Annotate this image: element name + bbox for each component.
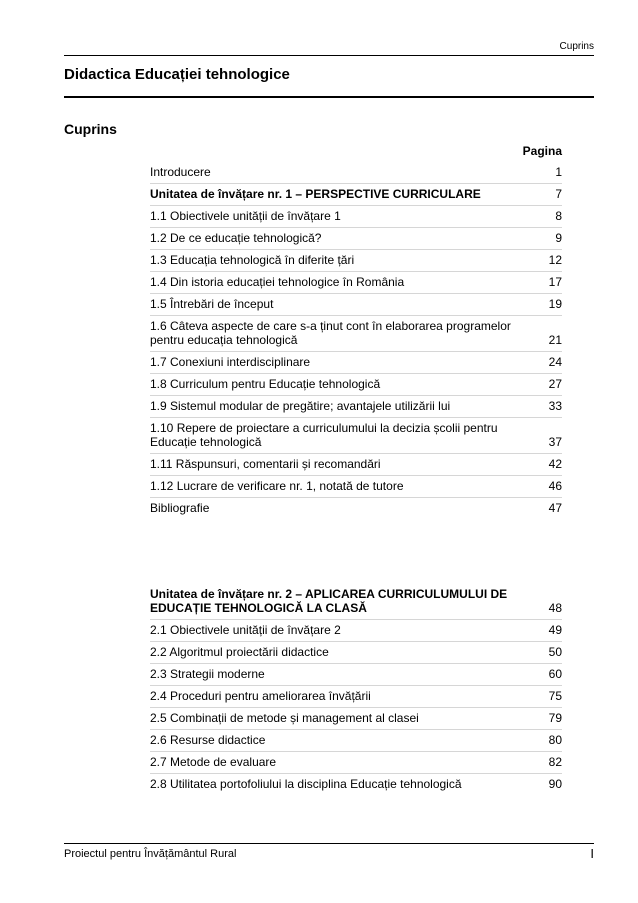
toc-entry-page: 7 bbox=[555, 187, 562, 201]
toc-entry-page: 21 bbox=[548, 333, 562, 347]
toc-entry-title: 2.6 Resurse didactice bbox=[150, 733, 266, 747]
toc-entry[interactable] bbox=[150, 205, 562, 227]
toc-entry-page: 19 bbox=[548, 297, 562, 311]
toc-entry-title: 2.5 Combinații de metode și management al clasei bbox=[150, 711, 419, 725]
toc-entry[interactable] bbox=[150, 641, 562, 663]
header-rule bbox=[64, 55, 594, 56]
toc-entry-title: Bibliografie bbox=[150, 501, 210, 515]
toc-entry-page: 48 bbox=[548, 601, 562, 615]
toc-entry[interactable] bbox=[150, 453, 562, 475]
toc-entry-page: 37 bbox=[548, 435, 562, 449]
toc-entry-page: 82 bbox=[548, 755, 562, 769]
toc-entry[interactable] bbox=[150, 162, 562, 183]
toc-entry[interactable] bbox=[150, 183, 562, 205]
toc-entry-title: 1.10 Repere de proiectare a curriculumului la decizia școlii pentru Educație tehnologică bbox=[150, 421, 498, 449]
toc-entry-page: 75 bbox=[548, 689, 562, 703]
title-rule bbox=[64, 96, 594, 98]
toc-entry[interactable] bbox=[150, 619, 562, 641]
toc-entry[interactable] bbox=[150, 663, 562, 685]
toc-entry[interactable] bbox=[150, 395, 562, 417]
toc-entry-title: 1.9 Sistemul modular de pregătire; avantajele utilizării lui bbox=[150, 399, 451, 413]
toc-entry-title: 1.2 De ce educație tehnologică? bbox=[150, 231, 322, 245]
toc-entry[interactable] bbox=[150, 773, 562, 795]
toc-entry-title: 1.5 Întrebări de început bbox=[150, 297, 274, 311]
toc-entry-page: 60 bbox=[548, 667, 562, 681]
toc-entry-title: 1.6 Câteva aspecte de care s-a ținut cont în elaborarea programelor pentru educația tehnologică bbox=[150, 319, 511, 347]
toc-entry[interactable] bbox=[150, 271, 562, 293]
toc-entry-page: 33 bbox=[548, 399, 562, 413]
toc-entry[interactable] bbox=[150, 293, 562, 315]
toc-entry-title: Introducere bbox=[150, 165, 211, 179]
section-heading: Cuprins bbox=[64, 121, 117, 137]
toc-entry-page: 17 bbox=[548, 275, 562, 289]
document-title: Didactica Educației tehnologice bbox=[64, 66, 290, 83]
toc-entry[interactable] bbox=[150, 584, 562, 619]
toc-entry[interactable] bbox=[150, 751, 562, 773]
toc-entry-page: 12 bbox=[548, 253, 562, 267]
toc-entry-title: 2.2 Algoritmul proiectării didactice bbox=[150, 645, 329, 659]
toc-entry-page: 90 bbox=[548, 777, 562, 791]
running-header: Cuprins bbox=[559, 41, 594, 52]
toc-entry-title: 1.7 Conexiuni interdisciplinare bbox=[150, 355, 311, 369]
toc-entry-page: 49 bbox=[548, 623, 562, 637]
toc-entry-page: 50 bbox=[548, 645, 562, 659]
toc-entry-title: 1.8 Curriculum pentru Educație tehnologică bbox=[150, 377, 381, 391]
toc-entry-title: Unitatea de învățare nr. 2 – APLICAREA CURRICULUMULUI DE EDUCAȚIE TEHNOLOGICĂ LA CLASĂ bbox=[150, 587, 508, 615]
toc-entry[interactable] bbox=[150, 249, 562, 271]
page-number: I bbox=[590, 846, 594, 861]
toc-entry[interactable] bbox=[150, 707, 562, 729]
toc-entry-title: 2.8 Utilitatea portofoliului la disciplina Educație tehnologică bbox=[150, 777, 462, 791]
toc-entry-page: 1 bbox=[555, 165, 562, 179]
toc-entry-title: 1.1 Obiectivele unității de învățare 1 bbox=[150, 209, 341, 223]
toc-entry-page: 8 bbox=[555, 209, 562, 223]
page-column-heading: Pagina bbox=[522, 144, 562, 158]
group-spacer bbox=[150, 519, 562, 584]
toc-entry[interactable] bbox=[150, 315, 562, 351]
toc-entry-title: 2.7 Metode de evaluare bbox=[150, 755, 277, 769]
toc-entry[interactable] bbox=[150, 417, 562, 453]
toc-entry-title: Unitatea de învățare nr. 1 – PERSPECTIVE CURRICULARE bbox=[150, 187, 481, 201]
footer-project: Proiectul pentru Învățământul Rural bbox=[64, 848, 237, 860]
toc-entry-title: 1.4 Din istoria educației tehnologice în România bbox=[150, 275, 405, 289]
toc-entry-page: 24 bbox=[548, 355, 562, 369]
toc-entry[interactable] bbox=[150, 497, 562, 519]
toc-entry-page: 47 bbox=[548, 501, 562, 515]
toc-entry-title: 2.3 Strategii moderne bbox=[150, 667, 265, 681]
toc-entry[interactable] bbox=[150, 475, 562, 497]
toc-entry-page: 79 bbox=[548, 711, 562, 725]
toc-entry-page: 9 bbox=[555, 231, 562, 245]
toc-entry-title: 1.3 Educația tehnologică în diferite țări bbox=[150, 253, 355, 267]
toc-entry-page: 42 bbox=[548, 457, 562, 471]
toc-entry[interactable] bbox=[150, 729, 562, 751]
footer-rule bbox=[64, 843, 594, 844]
toc-entry-title: 1.12 Lucrare de verificare nr. 1, notată de tutore bbox=[150, 479, 404, 493]
toc-entry[interactable] bbox=[150, 685, 562, 707]
toc-entry-title: 2.4 Proceduri pentru ameliorarea învățării bbox=[150, 689, 371, 703]
toc-entry-page: 80 bbox=[548, 733, 562, 747]
table-of-contents bbox=[150, 162, 562, 795]
toc-entry-page: 27 bbox=[548, 377, 562, 391]
toc-entry-page: 46 bbox=[548, 479, 562, 493]
toc-entry-title: 2.1 Obiectivele unității de învățare 2 bbox=[150, 623, 341, 637]
toc-entry-title: 1.11 Răspunsuri, comentarii și recomandări bbox=[150, 457, 381, 471]
toc-entry[interactable] bbox=[150, 373, 562, 395]
toc-entry[interactable] bbox=[150, 227, 562, 249]
toc-entry[interactable] bbox=[150, 351, 562, 373]
